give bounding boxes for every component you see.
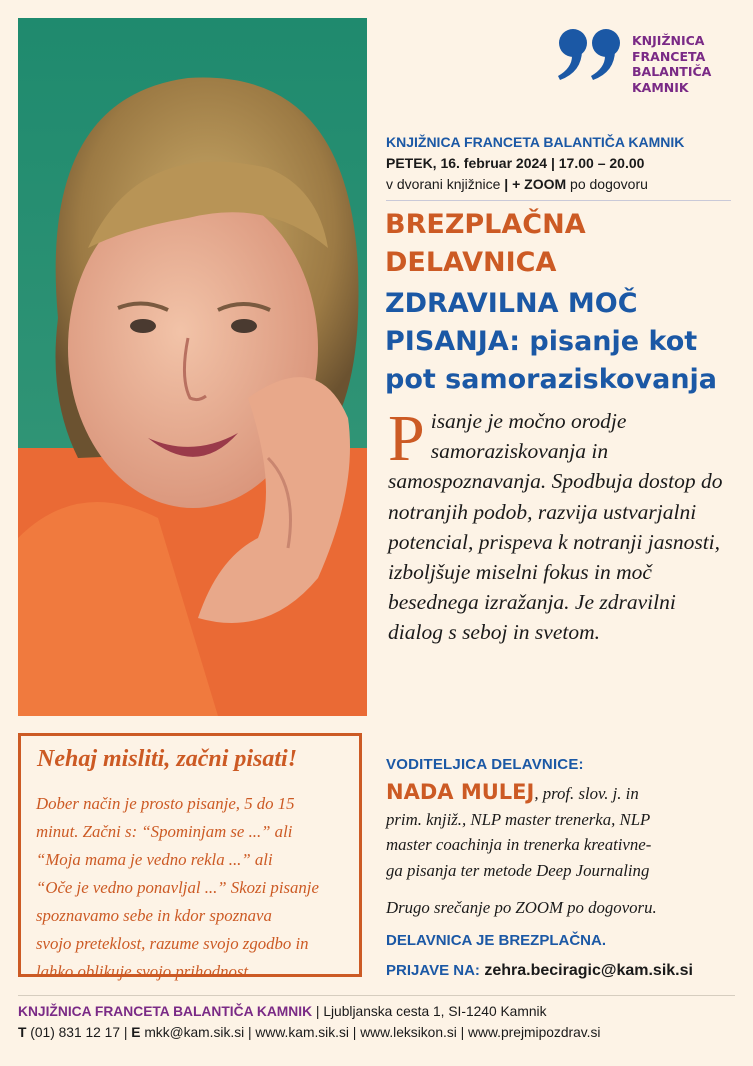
headline-free-workshop: [385, 206, 586, 282]
event-info: [386, 132, 684, 195]
signup-label: PRIJAVE NA:: [386, 962, 480, 979]
title-line: pot samoraziskovanja: [385, 364, 718, 395]
footer-org: KNJIŽNICA FRANCETA BALANTIČA KAMNIK: [18, 1004, 313, 1019]
tip-line: minut. Začni s: “Spominjam se ...” ali: [36, 822, 293, 841]
tip-line: “Moja mama je vedno rekla ...” ali: [36, 850, 273, 869]
tip-line: Dober način je prosto pisanje, 5 do 15: [36, 794, 295, 813]
tip-title: Nehaj misliti, začni pisati!: [37, 746, 298, 772]
headline-line: BREZPLAČNA: [385, 209, 586, 240]
title-line: ZDRAVILNA MOČ: [385, 288, 638, 319]
signup-info: [386, 962, 693, 980]
tip-line: spoznavamo sebe in kdor spoznava: [36, 906, 272, 925]
phone-number: (01) 831 12 17 |: [26, 1025, 132, 1040]
leader-name: NADA MULEJ: [386, 780, 535, 804]
second-meeting-note: Drugo srečanje po ZOOM po dogovoru.: [386, 898, 657, 917]
portrait-illustration: [18, 18, 367, 716]
workshop-description: [388, 402, 733, 648]
event-date-time: PETEK, 16. februar 2024 | 17.00 – 20.00: [386, 155, 645, 171]
phone-label: T: [18, 1025, 27, 1040]
logo-line: BALANTIČA: [632, 64, 712, 79]
tip-line: lahko oblikuje svojo prihodnost.: [36, 962, 253, 981]
footer-contacts: [18, 1025, 600, 1040]
venue-prefix: v dvorani knjižnice: [386, 176, 501, 192]
title-bold: PISANJA:: [385, 326, 521, 357]
leader-title: , prof. slov. j. in: [534, 784, 639, 803]
contact-links[interactable]: mkk@kam.sik.si | www.kam.sik.si | www.leksikon.si | www.prejmipozdrav.si: [140, 1025, 601, 1040]
tip-line: svojo preteklost, razume svojo zgodbo in: [36, 934, 309, 953]
event-organizer: KNJIŽNICA FRANCETA BALANTIČA KAMNIK: [386, 134, 685, 150]
logo-line: KAMNIK: [632, 79, 689, 95]
footer-address-text: | Ljubljanska cesta 1, SI-1240 Kamnik: [312, 1004, 547, 1019]
tip-text: [36, 790, 356, 986]
title-line: [385, 323, 745, 361]
tip-line: “Oče je vedno ponavljal ...” Skozi pisanje: [36, 878, 319, 897]
venue-separator: |: [500, 176, 513, 192]
logo-line: FRANCETA: [632, 48, 706, 64]
leader-bio: [386, 780, 736, 883]
library-logo-text: [632, 33, 711, 95]
leader-line: master coachinja in trenerka kreativne-: [386, 835, 652, 854]
event-venue: [386, 174, 684, 195]
title-rest: pisanje kot: [520, 326, 698, 357]
venue-zoom: + ZOOM: [512, 176, 567, 192]
writing-tip-box: [18, 733, 362, 981]
leader-first-line: [386, 780, 736, 807]
leader-line: prim. knjiž., NLP master trenerka, NLP: [386, 809, 651, 829]
portrait-photo: [18, 18, 367, 716]
drop-cap: P: [388, 402, 425, 475]
leader-label: VODITELJICA DELAVNICE:: [386, 756, 584, 773]
signup-email-link[interactable]: zehra.beciragic@kam.sik.si: [484, 962, 693, 979]
headline-line: DELAVNICA: [385, 247, 557, 278]
leader-line: ga pisanja ter metode Deep Journaling: [386, 860, 650, 880]
quote-mark-logo-icon: [556, 26, 626, 82]
footer-address: [18, 1004, 547, 1019]
free-workshop-note: DELAVNICA JE BREZPLAČNA.: [386, 932, 607, 949]
logo-line: KNJIŽNICA: [632, 33, 705, 48]
venue-suffix: po dogovoru: [566, 176, 648, 192]
description-text: isanje je močno orodje samoraziskovanja in samospoznavanja. Spodbuja dostop do notranjih podob, razvija ustvarjalni potencial, prispeva k notranji jasnosti, izboljšuje miselni fokus in moč besednega izražanja. Je zdravilni dialog s seboj in svetom.: [388, 409, 723, 645]
divider: [386, 200, 731, 201]
footer-divider: [18, 995, 735, 996]
email-label: E: [131, 1025, 141, 1040]
workshop-title: [385, 285, 745, 399]
